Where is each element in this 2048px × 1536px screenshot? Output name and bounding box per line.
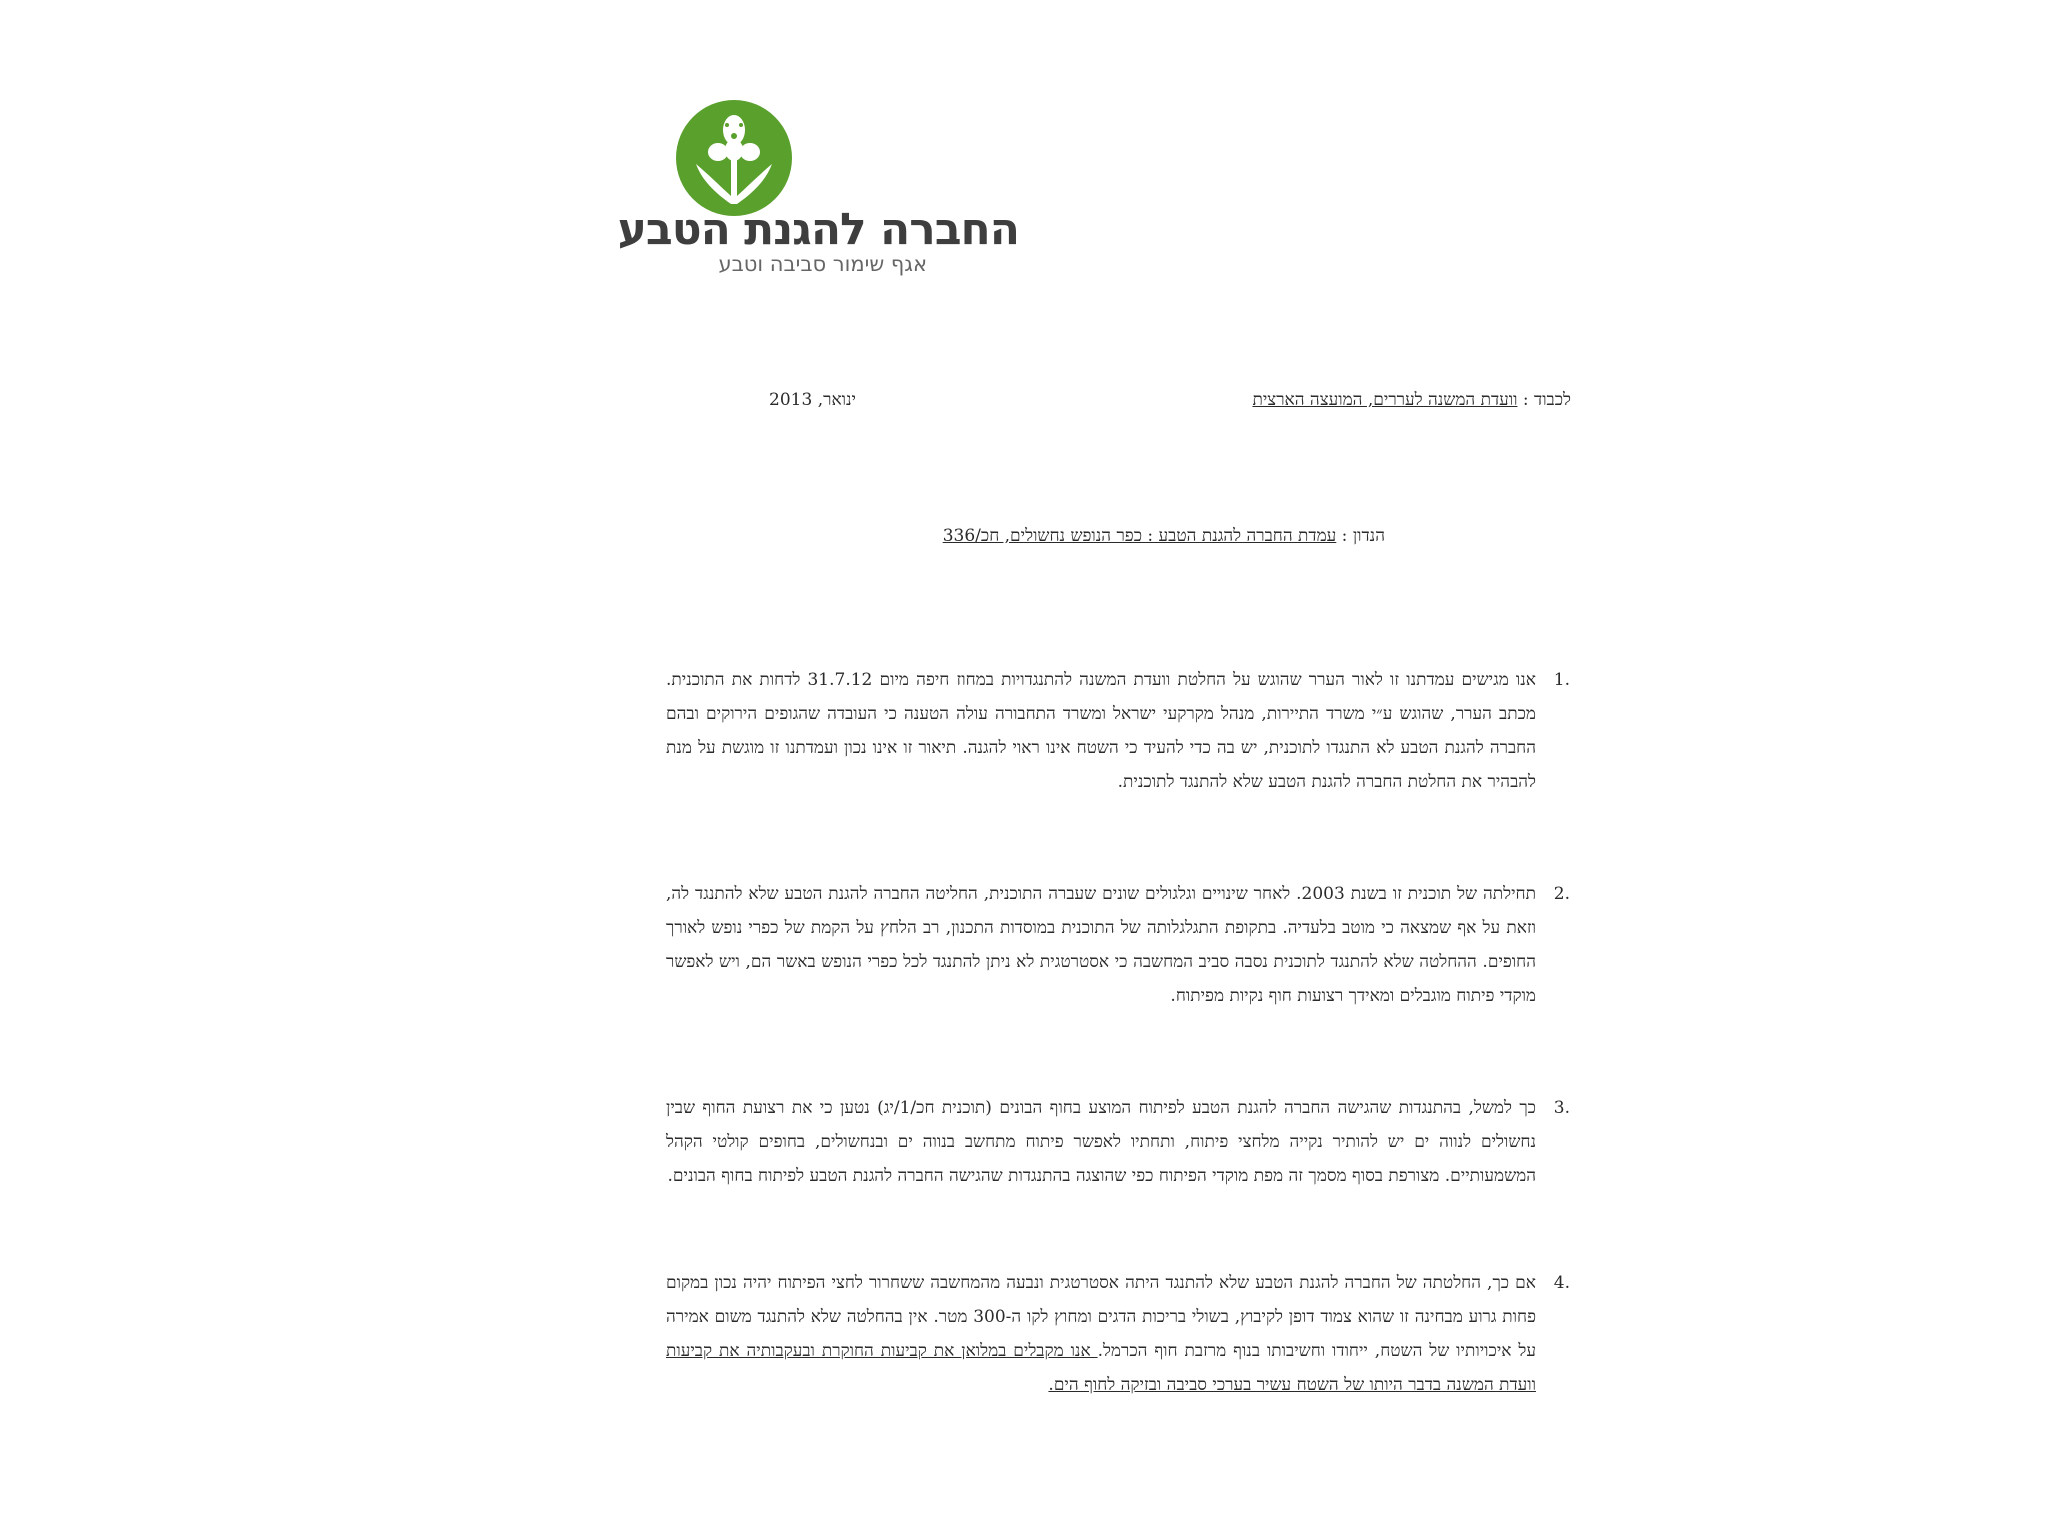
paragraph-number: 2. <box>1553 884 1570 904</box>
iris-flower-logo-icon <box>674 100 794 220</box>
paragraph-text: אם כך, החלטתה של החברה להגנת הטבע שלא להתנגד היתה אסטרטגית ונבעה מהמחשבה ששחרור לחצי הפיתוח יהיה נכון במקום פחות גרוע מבחינה זו שהוא צמוד דופן לקיבוץ, בשולי בריכות הדגים ומחוץ לקו ה-300 מטר. אין בהחלטה שלא להתנגד משום אמירה על איכויותיו של השטח, ייחודו וחשיבותו בנוף מרזבת חוף הכרמל. <box>666 1273 1536 1361</box>
paragraph-text: אנו מגישים עמדתנו זו לאור הערר שהוגש על החלטת וועדת המשנה להתנגדויות במחוז חיפה מיום 31.7.12 לדחות את התוכנית. מכתב הערר, שהוגש ע״י משרד התיירות, מנהל מקרקעי ישראל ומשרד התחבורה עולה הטענה כי העובדה שהגופים הירוקים ובהם החברה להגנת הטבע לא התנגדו לתוכנית, יש בה כדי להעיד כי השטח אינו ראוי להגנה. תיאור זו אינו נכון ועמדתנו זו מוגשת על מנת להבהיר את החלטת החברה להגנת הטבע שלא להתנגד לתוכנית. <box>666 670 1536 792</box>
org-logo <box>617 100 1019 285</box>
letter-date: ינואר, 2013 <box>769 390 856 410</box>
subject-value: עמדת החברה להגנת הטבע : כפר הנופש נחשולים, חכ/336 <box>942 526 1337 546</box>
paragraph-1 <box>666 663 1570 799</box>
paragraph-underlined-text: אנו מקבלים במלואן את קביעות החוקרת ובעקבותיה את קביעות וועדת המשנה בדבר היותו של השטח עשיר בערכי סביבה ובזיקה לחוף הים. <box>666 1341 1536 1395</box>
paragraph-number: 4. <box>1553 1273 1570 1293</box>
paragraph-3 <box>666 1091 1570 1193</box>
department-name: אגף שימור סביבה וטבע <box>718 252 927 276</box>
recipient-line: לכבוד : וועדת המשנה לעררים, המועצה הארצית <box>1252 390 1571 410</box>
recipient-value: וועדת המשנה לעררים, המועצה הארצית <box>1252 390 1518 410</box>
paragraph-4 <box>666 1266 1570 1402</box>
paragraph-2 <box>666 877 1570 1013</box>
paragraph-text: תחילתה של תוכנית זו בשנת 2003. לאחר שינויים וגלגולים שונים שעברה התוכנית, החליטה החברה להגנת הטבע שלא להתנגד לה, וזאת על אף שמצאה כי מוטב בלעדיה. בתקופת התגלגלותה של התוכנית במוסדות התכנון, רב הלחץ על הקמת של כפרי נופש לאורך החופים. ההחלטה שלא להתנגד לתוכנית נסבה סביב המחשבה כי אסטרטגית לא ניתן להתנגד לכל כפרי הנופש באשר הם, ויש לאפשר מוקדי פיתוח מוגבלים ומאידך רצועות חוף נקיות מפיתוח. <box>666 884 1536 1006</box>
recipient-label: לכבוד <box>1534 390 1571 410</box>
paragraph-text: כך למשל, בהתנגדות שהגישה החברה להגנת הטבע לפיתוח המוצע בחוף הבונים (תוכנית חכ/1/יג) נטען כי את רצועת החוף שבין נחשולים לנווה ים יש להותיר נקייה מלחצי פיתוח, ותחתיו לאפשר פיתוח מתחשב בנווה ים ובנחשולים, בחופים קולטי הקהל המשמעותיים. מצורפת בסוף מסמך זה מפת מוקדי הפיתוח כפי שהוצגה בהתנגדות שהגישה החברה להגנת הטבע לפיתוח בחוף הבונים. <box>666 1098 1536 1186</box>
subject-label: הנדון <box>1352 526 1385 546</box>
org-name: החברה להגנת הטבע <box>617 204 1019 255</box>
subject-line: הנדון : עמדת החברה להגנת הטבע : כפר הנופש נחשולים, חכ/336 <box>942 526 1385 546</box>
paragraph-number: 3. <box>1553 1098 1570 1118</box>
paragraph-number: 1. <box>1553 670 1570 690</box>
